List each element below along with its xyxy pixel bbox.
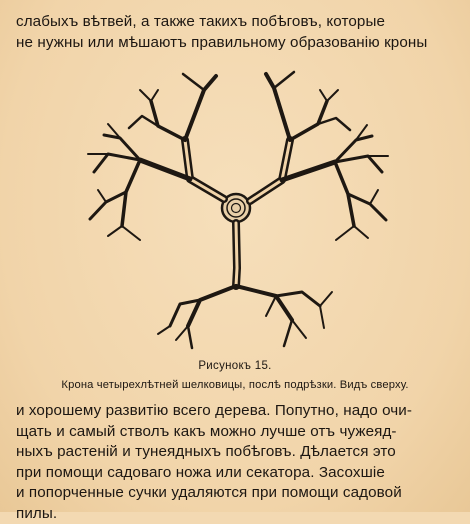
text-line: слабыхъ вѣтвей, а также такихъ побѣговъ, которые <box>16 12 456 33</box>
text-line: при помощи садоваго ножа или секатора. Засохшіе <box>16 463 456 484</box>
text-line: и попорченные сучки удаляются при помощи садовой <box>16 483 456 504</box>
text-line: ныхъ растеній и тунеядныхъ побѣговъ. Дѣлается это <box>16 442 456 463</box>
figure-caption: Крона четырехлѣтней шелковицы, послѣ подрѣзки. Видъ сверху. <box>0 379 470 391</box>
mulberry-crown-illustration <box>80 68 396 356</box>
text-line: и хорошему развитію всего дерева. Попутно, надо очи- <box>16 401 456 422</box>
text-line: пилы. <box>16 504 456 524</box>
text-line: щать и самый стволъ какъ можно лучше отъ чужеяд- <box>16 422 456 443</box>
figure-label: Рисунокъ 15. <box>0 360 470 372</box>
bottom-paragraph <box>16 401 456 524</box>
text-line: не нужны или мѣшаютъ правильному образованію кроны <box>16 33 456 54</box>
top-paragraph <box>16 12 456 53</box>
